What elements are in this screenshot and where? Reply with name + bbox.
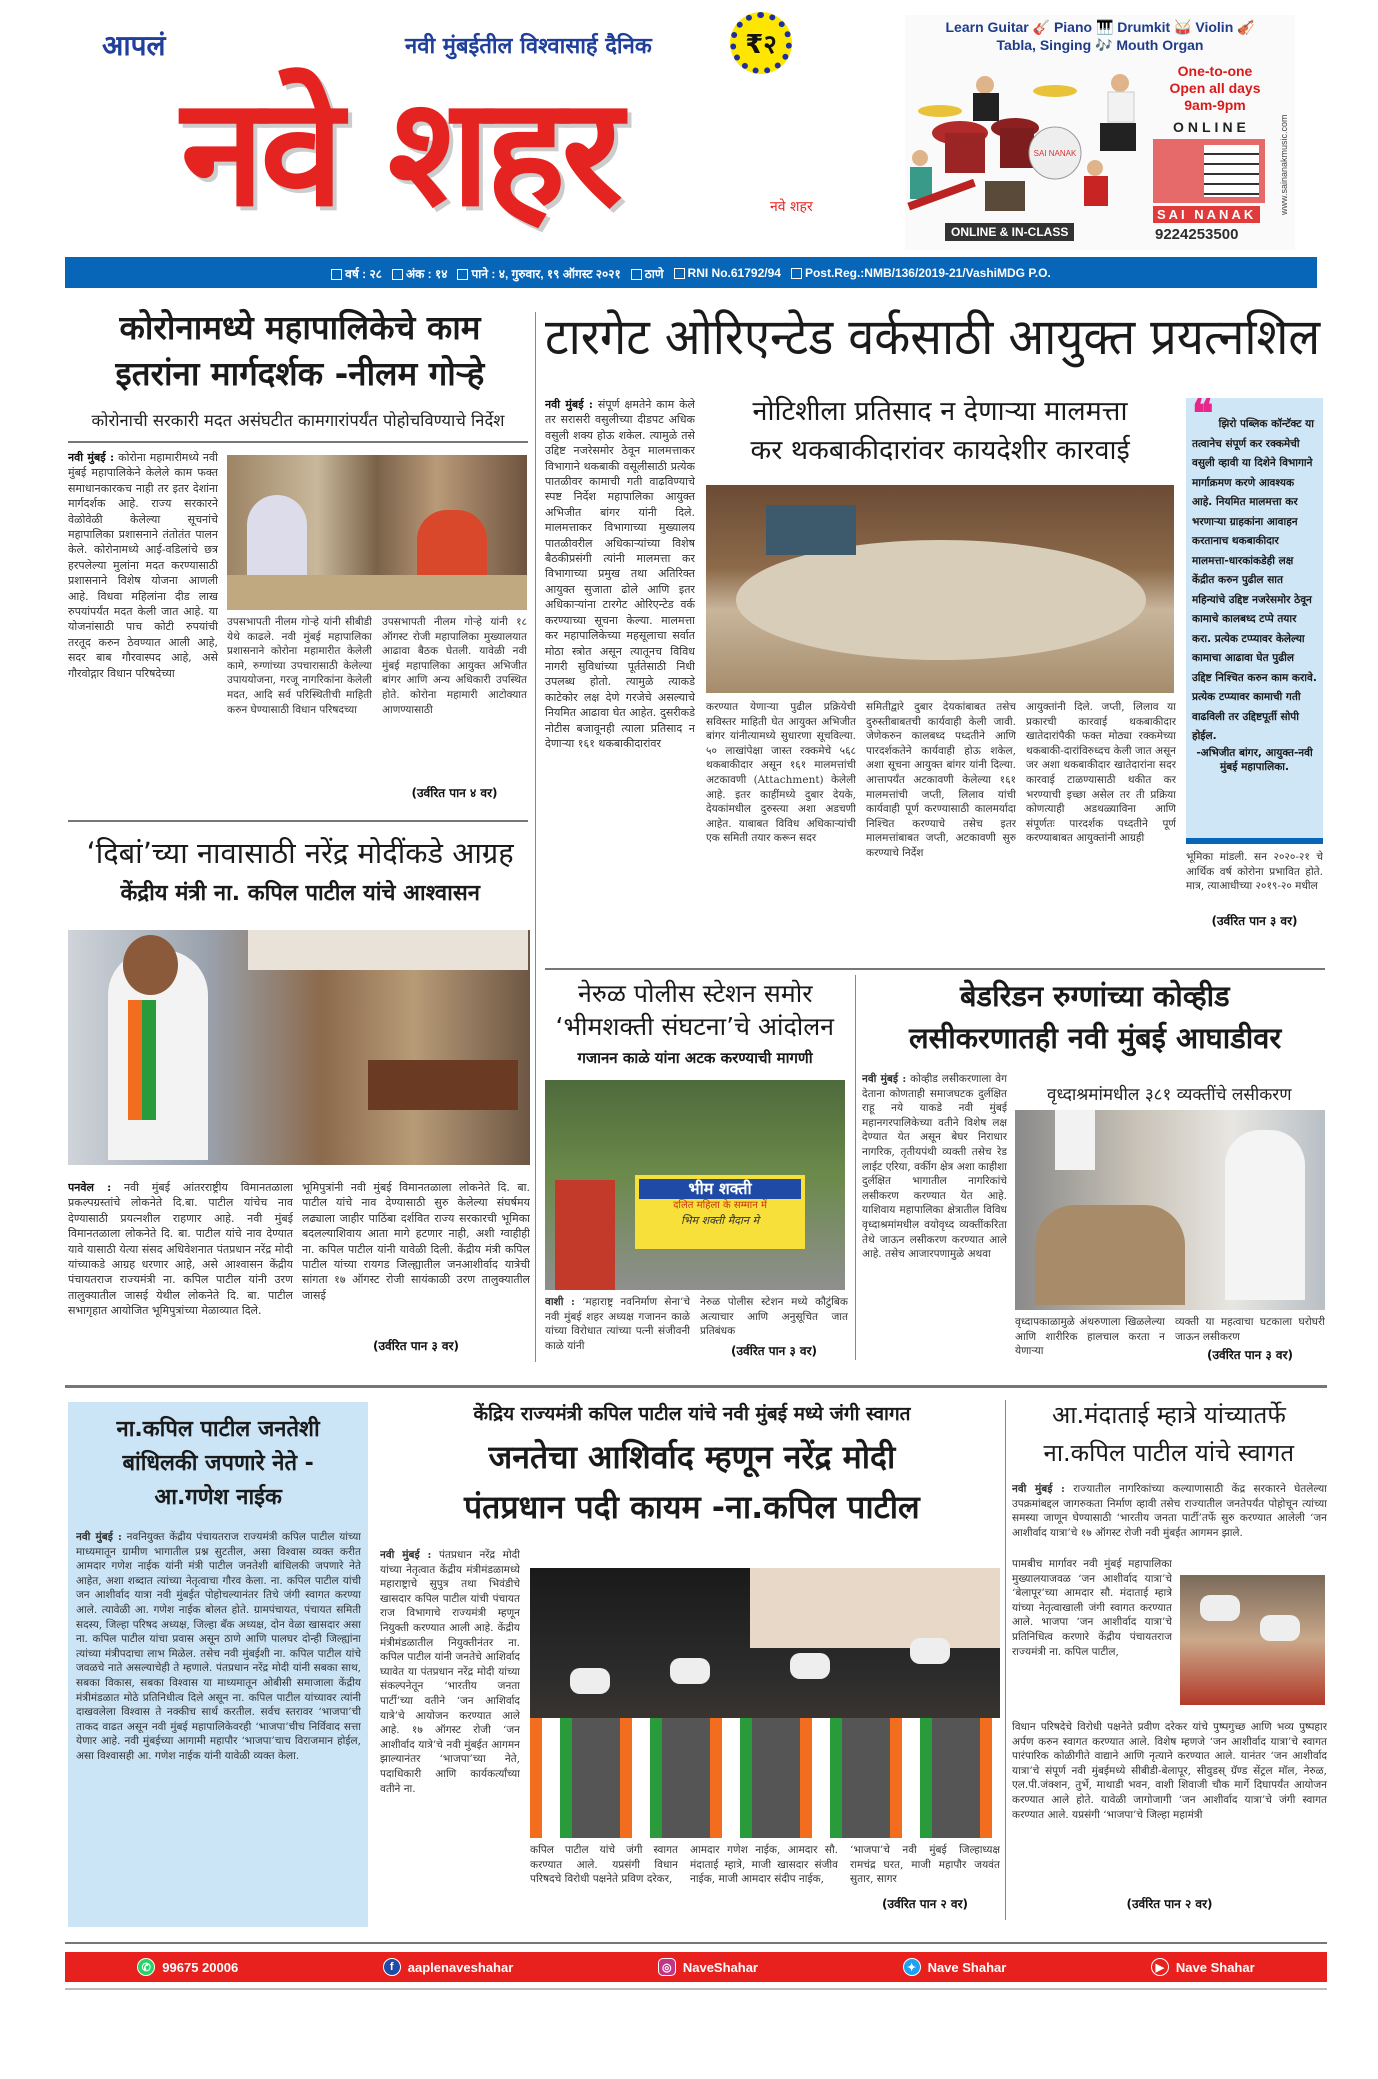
ad-piano-graphic: [1153, 139, 1265, 203]
story2-body-col5: भूमिका मांडली. सन २०२०-२१ चे आर्थिक वर्ष कोरोना प्रभावित होते. मात्र, त्याआधीच्या २०१९-२० मधील: [1186, 851, 1323, 893]
quote-mark-icon: ❝: [1192, 398, 1214, 437]
story8-body-col1: पामबीच मार्गावर नवी मुंबई महापालिका मुख्यालयाजवळ ‘जन आशीर्वाद यात्रा’चे ‘बेलापूर’च्या आमदार सौ. मंदाताई म्हात्रे यांच्या नेतृत्वाखाली जंगी स्वागत करण्यात आले. भाजपा ‘जन आशीर्वाद यात्रा’चे प्रतिनिधित्व करणारे केंद्रीय पंचायतराज राज्यमंत्री ना. कपिल पाटील,: [1012, 1558, 1172, 1658]
footer-instagram[interactable]: ◎ NaveShahar: [658, 1958, 758, 1976]
story8-body-intro: नवी मुंबई : राज्यातील नागरिकांच्या कल्याणासाठी केंद्र सरकारने घेतलेल्या उपक्रमांबद्दल जागरुकता निर्माण व्हावी तसेच राज्यातील जनतेपर्यंत पोहोचून त्यांच्या समस्या जाणून घेण्यासाठी ‘भारतीय जनता पार्टी’तर्फे सुरु करण्यात आलेली ‘जन आशीर्वाद यात्रा’चे १७ ऑगस्ट रोजी नवी मुंबईत आगमन झाले.: [1012, 1483, 1327, 1539]
story3-subhead: केंद्रीय मंत्री ना. कपिल पाटील यांचे आश्वासन: [120, 881, 480, 906]
story3-body-col2: भूमिपुत्रांनी नवी मुंबई विमानतळाला लोकनेते दि. बा. पाटील यांचे नाव देण्यासाठी सुरु केलेल्या संघर्षमय लढ्याला जाहीर पाठिंबा दर्शवित राज्य सरकारची भूमिका बदलल्याशिवाय आता मागे हटणार नाही, अशी ग्वाहीही ना. कपिल पाटील यांनी यावेळी दिली. केंद्रीय मंत्री कपिल पाटील यांच्या रायगड जिल्ह्यातील जनआशीर्वाद यात्रेची सांगता १७ ऑगस्ट रोजी सायंकाळी उरण तालुक्यातील जासई: [302, 1181, 530, 1302]
story4-photo-protest: [545, 1080, 845, 1290]
logo-mark: नवे शहर: [770, 199, 813, 215]
masthead-tagline-left: आपलं: [102, 29, 166, 62]
ad-brand: SAI NANAK: [1153, 206, 1260, 223]
story5-continued[interactable]: (उर्वरित पान ३ वर): [1206, 1348, 1293, 1362]
twitter-icon: ✦: [903, 1958, 921, 1976]
ad-drum-label: SAI NANAK: [1033, 149, 1077, 158]
story4-headline-line1[interactable]: नेरुळ पोलीस स्टेशन समोर: [578, 979, 813, 1008]
info-post-reg: Post.Reg.:NMB/136/2019-21/VashiMDG P.O.: [791, 266, 1051, 280]
story1-photo-meeting: [227, 455, 527, 610]
story7-body-col2: कपिल पाटील यांचे जंगी स्वागत करण्यात आले. यप्रसंगी विधान परिषदचे विरोधी पक्षनेते प्रविण दरेकर,: [530, 1844, 678, 1886]
facebook-icon: f: [383, 1958, 401, 1976]
story4-headline-line2[interactable]: ‘भीमशक्ती संघटना’चे आंदोलन: [555, 1012, 835, 1041]
story1-body-col3: उपसभापती नीलम गोऱ्हे यांनी १८ ऑगस्ट रोजी महापालिका मुख्यालयात आढावा बैठक घेतली. यावेळी नवी मुंबई महापालिका आयुक्त अभिजीत बांगर आणि अन्य अधिकारी उपस्थित होते. कोरोना महामारी आटोक्यात आणण्यासाठी: [382, 616, 527, 716]
ad-offer-3: 9am-9pm: [1184, 97, 1246, 113]
story5-photo-vaccination: [1015, 1110, 1325, 1310]
story4-subhead: गजानन काळे यांना अटक करण्याची मागणी: [577, 1049, 813, 1067]
story7-photo-welcome: [530, 1568, 1000, 1838]
story6-headline-line1[interactable]: ना.कपिल पाटील जनतेशी: [116, 1417, 320, 1442]
story5-headline-line1[interactable]: बेडरिडन रुग्णांच्या कोव्हीड: [960, 979, 1230, 1013]
story2-body-col3: समितीद्वारे दुबार देयकांबाबत तसेच दुरुस्तीबाबतची कार्यवाही केली जावी. जेणेकरुन कालबध्द पध्दतीने आणि पारदर्शकतेने कार्यवाही होऊ शकेल, अशा सूचना आयुक्त बांगर यांनी दिल्या. आत्तापर्यंत अटकावणी केलेल्या १६१ मालमत्तांची जप्ती, लिलाव यांची कार्यवाही पूर्ण करण्यासाठी कालमर्यादा निश्चित करण्याचे तसेच इतर मालमत्तांबाबत जप्ती, अटकावणी सुरु करण्याचे निर्देश: [866, 701, 1016, 859]
story4-body-col2: नेरुळ पोलीस स्टेशन मध्ये कौटुंबिक अत्याचार आणि अनुसूचित जात प्रतिबंधक: [700, 1296, 848, 1338]
protest-banner: भीम शक्ती दलित महिला के सम्मान में भिम शक्ती मैदान मे: [635, 1175, 805, 1249]
story5-body-col1: नवी मुंबई : कोव्हीड लसीकरणाला वेग देताना कोणताही समाजघटक दुर्लक्षित राहू नये याकडे नवी मुंबई महानगरपालिकेच्या वतीने विशेष लक्ष देण्यात येत असून बेघर निराधार नागरिक, तृतीयपंथी व्यक्ती तसेच रेड लाईट एरिया, वर्कीग क्षेत्र अशा काहीशा दुर्लक्षित भागातील नागरिकांचे लसीकरण करण्यात येत आहे. याशिवाय महापालिका क्षेत्रातील विविध वृध्दाश्रमांमधील वयोवृध्द व्यक्तींकरिता तेथे जाऊन लसीकरण करण्यात आले आहे. तसेच आजारपणामुळे अथवा: [862, 1073, 1007, 1261]
story5-subhead: वृध्दाश्रमांमधील ३८१ व्यक्तींचे लसीकरण: [1047, 1085, 1292, 1105]
newspaper-title: नवे शहर: [181, 66, 619, 240]
story5-headline-line2[interactable]: लसीकरणातही नवी मुंबई आघाडीवर: [909, 1021, 1282, 1055]
social-footer-bar: [65, 1952, 1327, 1982]
info-year: वर्ष : २८: [331, 265, 382, 282]
story5-body-col2: वृध्दापकाळामुळे अंथरुणाला खिळलेल्या आणि शारीरिक हालचाल करता न येणाऱ्या: [1015, 1316, 1165, 1358]
story4-continued[interactable]: (उर्वरित पान ३ वर): [730, 1344, 817, 1358]
story1-headline-line2[interactable]: इतरांना मार्गदर्शक -नीलम गोऱ्हे: [115, 354, 485, 393]
story2-subhead-line2: कर थकबाकीदारांवर कायदेशीर कारवाई: [750, 435, 1130, 466]
story2-body-col1: नवी मुंबई : संपूर्ण क्षमतेने काम केले तर सरासरी वसुलीच्या दीडपट अधिक वसुली शक्य होऊ शकेल. त्यामुळे तसे उद्दिष्ट नजरेसमोर ठेवून मालमत्ताकर विभागाने थकबाकी वसूलीसाठी प्रत्येक पातळीवर कामाची गती वाढविण्याचे स्पष्ट निर्देश महापालिका आयुक्त अभिजीत बांगर यांनी दिले. मालमत्ताकर विभागाच्या मुख्यालय पातळीवरील अधिकाऱ्यांच्या विशेष बैठकीप्रसंगी त्यांनी मालमत्ता कर विभागाच्या प्रमुख तथा अतिरिक्त आयुक्त सुजाता ढोले आणि इतर अधिकाऱ्यांना टारगेट ओरिएन्टेड वर्क करण्याच्या सूचना केल्या. मालमत्ता कर महापालिकेच्या महसूलाचा सर्वात मोठा स्त्रोत असून त्यातूनच विविध नागरी सुविधांच्या पूर्ततेसाठी निधी उपलब्ध होतो. त्यामुळे त्याकडे काटेकोर लक्ष देणे गरजेचे असल्याचे नियमित आढावा घेत आहेत. दुसरीकडे नोटीस बजावूनही त्याला प्रतिसाद न देणाऱ्या १६१ थकबाकीदारांवर: [545, 398, 695, 750]
story7-body-col3: आमदार गणेश नाईक, आमदार सौ. मंदाताई म्हात्रे, माजी खासदार संजीव नाईक, माजी आमदार संदीप नाईक,: [690, 1844, 838, 1886]
story6-headline-line2[interactable]: बांधिलकी जपणारे नेते -: [122, 1451, 314, 1476]
story8-headline-line2[interactable]: ना.कपिल पाटील यांचे स्वागत: [1043, 1439, 1294, 1467]
story1-body-col2: उपसभापती नीलम गोऱ्हे यांनी सीबीडी येथे काढले. नवी मुंबई महापालिका प्रशासनाने कोरोना महामारीत केलेली कामे, रुग्णांच्या उपचारासाठी केलेल्या उपाययोजना, गरजू नागरिकांना केलेली मदत, आदि सर्व परिस्थितीची माहिती करुन घेण्यासाठी विधान परिषदच्या: [227, 616, 372, 716]
story3-continued[interactable]: (उर्वरित पान ३ वर): [372, 1339, 459, 1353]
story8-continued[interactable]: (उर्वरित पान २ वर): [1126, 1897, 1213, 1911]
ad-offer-2: Open all days: [1169, 80, 1261, 96]
info-issue: अंक : १४: [392, 265, 448, 282]
ad-mode-label: ONLINE & IN-CLASS: [945, 223, 1074, 241]
story7-headline-line2[interactable]: पंतप्रधान पदी कायम -ना.कपिल पाटील: [464, 1488, 920, 1526]
masthead-tagline-right: नवी मुंबईतील विश्वासार्ह दैनिक: [405, 34, 652, 59]
story2-continued[interactable]: (उर्वरित पान ३ वर): [1211, 914, 1298, 928]
story6-body: नवी मुंबई : नवनियुक्त केंद्रीय पंचायतराज राज्यमंत्री कपिल पाटील यांच्या माध्यमातून ग्रामीण भागातील प्रश्न सुटतील, असा विश्वास व्यक्त करीत आमदार गणेश नाईक यांनी मंत्री पाटील जनतेशी बांधिलकी जपणारे नेते आहेत, अशा शब्दात त्यांच्या नेतृत्वाचा गौरव केला. ना. कपिल पाटील यांची जन आशीर्वाद यात्रा नवी मुंबईत पोहोचल्यानंतर तिचे जंगी स्वागत करण्या आले. त्यावेळी आ. गणेश नाईक बोलत होते. ग्रामपंचायत, पंचायत समिती सदस्य, जिल्हा परिषद अध्यक्ष, जिल्हा बँक अध्यक्ष, दोन वेळा खासदार असा ना. कपिल पाटील यांचा प्रवास असून ठाणे आणि पालघर दोन्ही जिल्ह्यांना त्यांच्या मंत्रीपदाचा लाभ मिळेल. तसेच नवी मुंबईशी ना. कपिल पाटील यांचे जवळचे नाते असल्याचेही ते म्हणाले. पंतप्रधान नरेंद्र मोदी यांनी सबका साथ, सबका विकास, सबका विश्वास या माध्यमातून ओबीसी समाजाला केंद्रीय मंत्रीमंडळात मोठे प्रतिनिधीत्व दिले असून ना. कपिल पाटील यांच्यावर त्यांनी दाखवलेला विश्वास ते नक्कीच सार्थ करतील. सर्वच स्तरावर ‘भाजपा’ची ताकद वाढत असून नवी मुंबई महापालिकेवरही ‘भाजपा’चीच निर्विवाद सत्ता येणार आहे. नवी मुंबईच्या आगामी महापौर ‘भाजपा’चाच विराजमान होईल, असा विश्वासही आ. गणेश नाईक यांनी यावेळी व्यक्त केला.: [76, 1531, 361, 1762]
story7-continued[interactable]: (उर्वरित पान २ वर): [881, 1897, 968, 1911]
story4-body-col1: वाशी : ‘महाराष्ट्र नवनिर्माण सेना’चे नवी मुंबई शहर अध्यक्ष गजानन काळे यांच्या विरोधात त्यांच्या पत्नी संजीवनी काळे यांनी: [545, 1296, 690, 1352]
info-pages-date: पाने : ४, गुरुवार, १९ ऑगस्ट २०२१: [457, 265, 620, 282]
ad-line-2: Tabla, Singing 🎶 Mouth Organ: [996, 37, 1204, 53]
ad-online-label: ONLINE: [1173, 119, 1250, 135]
footer-whatsapp[interactable]: ✆ 99675 20006: [137, 1958, 238, 1976]
story7-body-col4: ‘भाजपा’चे नवी मुंबई जिल्हाध्यक्ष रामचंद्र घरत, माजी महापौर जयवंत सुतार, सागर: [850, 1844, 1000, 1886]
footer-youtube[interactable]: ▶ Nave Shahar: [1151, 1958, 1255, 1976]
footer-facebook[interactable]: f aaplenaveshahar: [383, 1958, 514, 1976]
story2-body-col2: करण्यात येणाऱ्या पुढील प्रक्रियेची सविस्तर माहिती घेत आयुक्त अभिजीत बांगर यांनीत्यामध्ये सुधारणा सूचविल्या. ५० लाखांपेक्षा जास्त रक्कमेचे ५६८ थकबाकीदार असून १६१ मालमत्तांची अटकावणी (Attachment) केलेली आहे. इतर काहींमध्ये दुबार देयके, देयकांमधील दुरुस्त्या अशा अडचणी आहेत. याबाबत विविध अधिकाऱ्यांची एक समिती तयार करून सदर: [706, 701, 856, 845]
story1-continued[interactable]: (उर्वरित पान ४ वर): [411, 786, 498, 800]
story1-headline-line1[interactable]: कोरोनामध्ये महापालिकेचे काम: [119, 308, 481, 347]
info-city: ठाणे: [631, 265, 664, 282]
story3-photo-speech: [68, 930, 530, 1165]
story7-headline-line1[interactable]: जनतेचा आशिर्वाद म्हणून नरेंद्र मोदी: [488, 1438, 896, 1476]
story1-body-col1: नवी मुंबई : कोरोना महामारीमध्ये नवी मुंबई महापालिकेने केलेले काम फक्त समाधानकारकच नाही तर इतर देशांना मार्गदर्शक आहे. राज्य सरकारने वेळोवेळी केलेल्या सूचनांचे महापालिका प्रशासनाने तंतोतंत पालन केले. कोरोनामध्ये आई-वडिलांचे छत्र हरपलेल्या मुलांना मदत करण्यासाठी प्रशासनाने विशेष योजना आणली आहे. विधवा महिलांना दीड लाख रुपयांपर्यंत मदत केली जात आहे. या योजनांसाठी पाच कोटी रुपयांची तरतूद करुन ठेवण्यात आली आहे, सदर बाब गौरवास्पद आहे, असे गौरवोद्गार विधान परिषदेच्या: [68, 451, 218, 680]
story8-body-rest: विधान परिषदेचे विरोधी पक्षनेते प्रवीण दरेकर यांचे पुष्पगुच्छ आणि भव्य पुष्पहार अर्पण करुन स्वागत करण्यात आले. विशेष म्हणजे ‘जन आशीर्वाद यात्रा’चे स्वागत पारंपारिक कोळीगीते वाद्याने आणि नृत्याने करण्यात आले. यानंतर ‘जन आशीर्वाद यात्रा’चे संपूर्ण नवी मुंबईमध्ये सीबीडी-बेलापूर, सीवुडस् ग्रॅण्ड सेंट्रल मॉल, नेरुळ, एल.पी.जंक्शन, तुर्भे, माथाडी भवन, वाशी शिवाजी चौक मार्गे दिघापर्यंत आयोजन करण्यात आले होते. यावेळी जागोजागी ‘जन आशीर्वाद यात्रा’चे जंगी स्वागत करण्यात आले. यप्रसंगी ‘भाजपा’चे जिल्हा महामंत्री: [1012, 1721, 1327, 1821]
band-illustration: [905, 63, 1145, 213]
story7-body-col1: नवी मुंबई : पंतप्रधान नरेंद्र मोदी यांच्या नेतृत्वात केंद्रीय मंत्रीमंडळामध्ये महाराष्ट्राचे सुपुत्र तथा भिवंडीचे खासदार कपिल पाटील यांची पंचायत राज विभागाचे राज्यमंत्री म्हणून नियुक्ती करण्यात आली आहे. केंद्रीय मंत्रीमंडळातील नियुक्तीनंतर ना. कपिल पाटील यांनी जनतेचे आशिर्वाद घ्यावेत या पंतप्रधान नरेंद्र मोदी यांच्या संकल्पनेतून ‘भारतीय जनता पार्टी’च्या वतीने ‘जन आशिर्वाद यात्रे’चे आयोजन करण्यात आले आहे. १७ ऑगस्ट रोजी ‘जन आशीर्वाद यात्रे’चे नवी मुंबईत आगमन झाल्यानंतर ‘भाजपा’च्या नेते, पदाधिकारी आणि कार्यकर्त्यांच्या वतीने ना.: [380, 1549, 520, 1795]
story5-body-col3: व्यक्ती या महत्वाचा घटकाला घरोघरी जाऊन लसीकरण: [1175, 1316, 1325, 1343]
ad-website[interactable]: www.sainanakmusic.com: [1279, 114, 1289, 215]
issue-info-bar: [65, 258, 1317, 288]
info-rni: RNI No.61792/94: [674, 266, 781, 280]
story2-subhead-line1: नोटिशीला प्रतिसाद न देणाऱ्या मालमत्ता: [752, 396, 1128, 427]
ad-line-1: Learn Guitar 🎸 Piano 🎹 Drumkit 🥁 Violin 🎻: [945, 19, 1255, 35]
story2-body-col4: आयुक्तांनी दिले. जप्ती, लिलाव या प्रकारची कारवाई थकबाकीदार खातेदारांपैकी फक्त मोठ्या रक्कमेच्या थकबाकी-दारांविरुध्दच केली जात असून जर अशा थकबाकीदार खातेदारांना सदर कारवाई टाळण्यासाठी थकीत कर भरण्याची इच्छा असेल तर ती प्रक्रिया कोणत्याही अडथळ्याविना आणि संपूर्णतः पारदर्शक पध्दतीने पूर्ण करण्याबाबत आयुक्तांनी आग्रही: [1026, 701, 1176, 845]
price-badge: ₹२: [730, 12, 792, 74]
quote-attribution: -अभिजीत बांगर, आयुक्त-नवी मुंबई महापालिका.: [1196, 746, 1313, 773]
story2-photo-meeting: [706, 485, 1174, 693]
story1-subhead: कोरोनाची सरकारी मदत असंघटीत कामगारांपर्यंत पोहोचविण्याचे निर्देश: [91, 411, 505, 430]
ad-offer-1: One-to-one: [1177, 63, 1253, 79]
youtube-icon: ▶: [1151, 1958, 1169, 1976]
ad-phone[interactable]: 9224253500: [1155, 226, 1239, 243]
story3-body-col1: पनवेल : नवी मुंबई आंतरराष्ट्रीय विमानतळाला प्रकल्पग्रस्तांचे लोकनेते दि.बा. पाटील यांचेच नाव देण्यासाठी प्रयत्नशील राहणार आहे. नवी मुंबई विमानतळाला लोकनेते दि. बा. पाटील यांचे नाव देण्यात यावे यासाठी येत्या संसद अधिवेशनात पंतप्रधान नरेंद्र मोदी यांच्याकडे आग्रह धरणार आहे, असे आश्वासन केंद्रीय पंचायतराज राज्यमंत्री ना. कपिल पाटील यांनी उरण तालुक्यातील जासई येथील लोकनेते दि. बा. पाटील सभागृहात आयोजित भूमिपुत्रांच्या मेळाव्यात दिले.: [68, 1181, 293, 1318]
story8-headline-line1[interactable]: आ.मंदाताई म्हात्रे यांच्यातर्फे: [1052, 1401, 1286, 1429]
story8-photo: [1180, 1575, 1325, 1705]
story2-headline[interactable]: टारगेट ओरिएन्टेड वर्कसाठी आयुक्त प्रयत्नशिल: [545, 308, 1321, 366]
story6-headline-line3[interactable]: आ.गणेश नाईक: [154, 1485, 282, 1510]
story7-kicker: केंद्रिय राज्यमंत्री कपिल पाटील यांचे नवी मुंबई मध्ये जंगी स्वागत: [473, 1403, 911, 1425]
music-class-advertisement[interactable]: [905, 15, 1295, 250]
story3-headline[interactable]: ‘दिबां’च्या नावासाठी नरेंद्र मोदींकडे आग्रह: [86, 836, 514, 870]
story2-pull-quote: ❝ झिरो पब्लिक कॉन्टॅक्ट या तत्वानेच संपूर्ण कर रक्कमेची वसुली व्हावी या दिशेने विभागाने मार्गाक्रमण करणे आवश्यक आहे. नियमित मालमत्ता कर भरणाऱ्या ग्राहकांना आवाहन करतानाच थकबाकीदार मालमत्ता-धारकांकडेही लक्ष केंद्रीत करुन पुढील सात महिन्यांचे उद्दिष्ट नजरेसमोर ठेवून कामाचे कालबध्द टप्पे तयार करा. प्रत्येक टप्प्यावर केलेल्या कामाचा आढावा घेत पुढील उद्दिष्ट निश्चित करुन काम करावे. प्रत्येक टप्प्यावर कामाची गती वाढविली तर उद्दिष्टपूर्ती सोपी होईल. -अभिजीत बांगर, आयुक्त-नवी मुंबई महापालिका.: [1186, 398, 1323, 838]
whatsapp-icon: ✆: [137, 1958, 155, 1976]
footer-twitter[interactable]: ✦ Nave Shahar: [903, 1958, 1007, 1976]
instagram-icon: ◎: [658, 1958, 676, 1976]
